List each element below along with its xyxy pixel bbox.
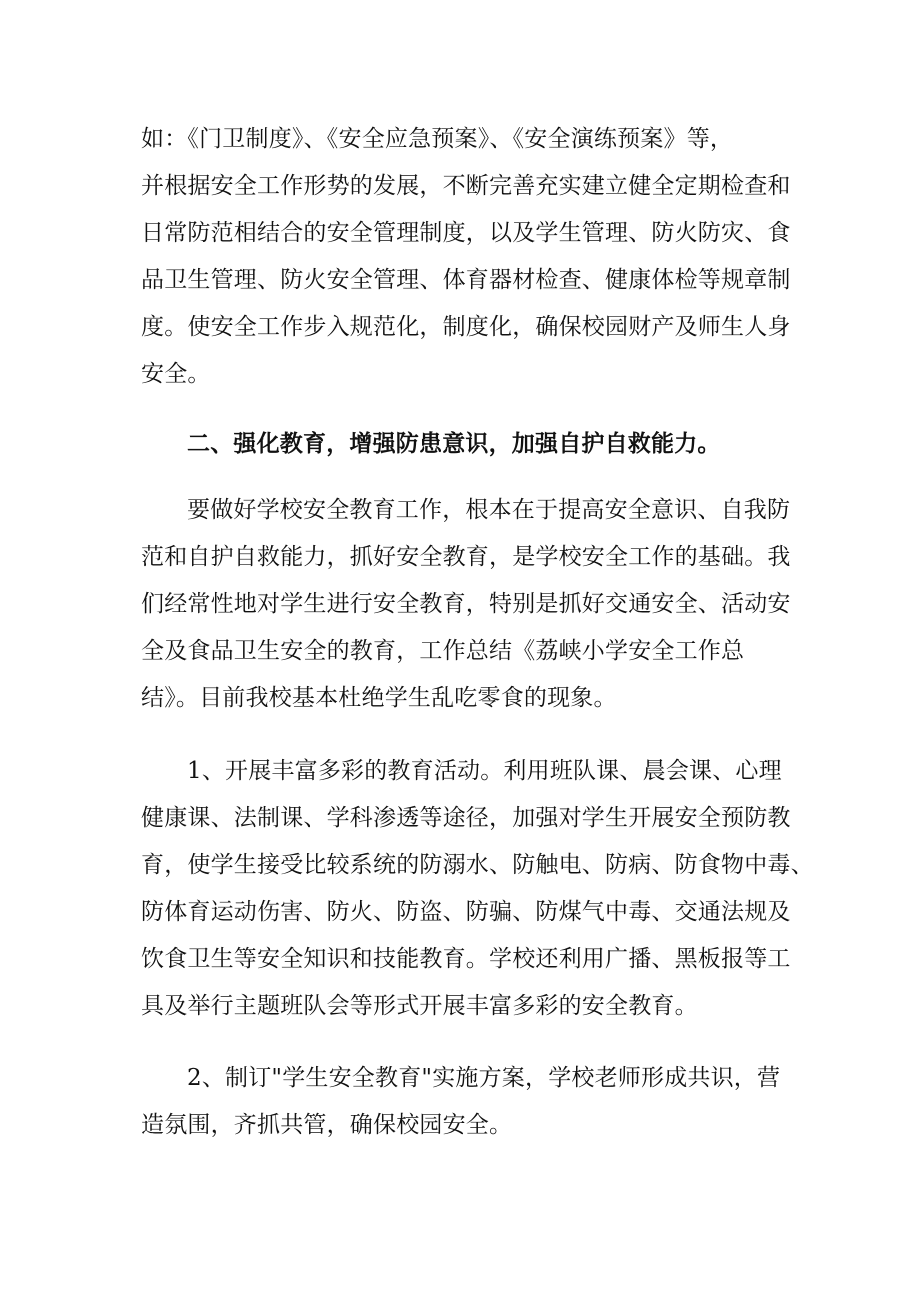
text-line: 防体育运动伤害、防火、防盗、防骗、防煤气中毒、交通法规及 [141,899,791,925]
paragraph-first-line: 2、制订"学生安全教育"实施方案，学校老师形成共识，营 [187,1065,781,1091]
text-line: 们经常性地对学生进行安全教育，特别是抓好交通安全、活动安 [141,591,791,617]
paragraph-first-line: 要做好学校安全教育工作，根本在于提高安全意识、自我防 [187,497,791,523]
text-line: 育，使学生接受比较系统的防溺水、防触电、防病、防食物中毒、 [141,852,814,878]
section-heading: 二、强化教育，增强防患意识，加强自护自救能力。 [187,430,721,457]
text-line: 日常防范相结合的安全管理制度，以及学生管理、防火防灾、食 [141,220,791,246]
text-line: 结》。目前我校基本杜绝学生乱吃零食的现象。 [141,685,617,711]
text-line: 如：《门卫制度》、《安全应急预案》、《安全演练预案》等， [141,126,734,152]
text-line: 范和自护自救能力，抓好安全教育，是学校安全工作的基础。我 [141,544,791,570]
text-line: 健康课、法制课、学科渗透等途径，加强对学生开展安全预防教 [141,805,791,831]
text-line: 安全。 [141,361,211,387]
text-line: 饮食卫生等安全知识和技能教育。学校还利用广播、黑板报等工 [141,946,791,972]
text-line: 品卫生管理、防火安全管理、体育器材检查、健康体检等规章制 [141,267,791,293]
text-line: 具及举行主题班队会等形式开展丰富多彩的安全教育。 [141,993,698,1019]
text-line: 度。使安全工作步入规范化，制度化，确保校园财产及师生人身 [141,314,791,340]
text-line: 全及食品卫生安全的教育，工作总结《荔峡小学安全工作总 [141,638,745,664]
text-line: 造氛围，齐抓共管，确保校园安全。 [141,1112,513,1138]
text-line: 并根据安全工作形势的发展，不断完善充实建立健全定期检查和 [141,173,791,199]
paragraph-first-line: 1、开展丰富多彩的教育活动。利用班队课、晨会课、心理 [187,758,782,784]
